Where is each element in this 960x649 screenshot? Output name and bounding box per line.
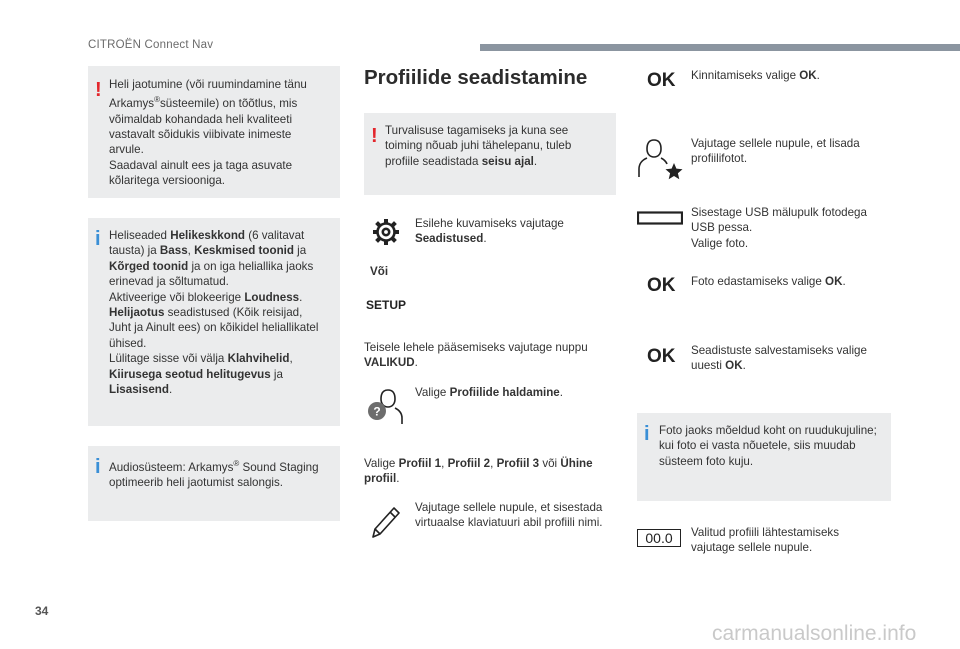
text-line bbox=[691, 358, 891, 373]
note-text bbox=[659, 423, 891, 469]
item-text-confirm bbox=[691, 68, 891, 83]
note-line bbox=[109, 92, 337, 111]
text-span: või bbox=[539, 457, 561, 470]
page-number: 34 bbox=[35, 604, 49, 618]
text-line: Seadistuste salvestamiseks valige bbox=[691, 344, 867, 357]
gear-icon bbox=[371, 217, 401, 247]
text-span: ja on iga heliallika jaoks bbox=[188, 259, 314, 273]
text-bold: Kiirusega seotud helitugevus bbox=[109, 367, 271, 381]
text-span: profiile seadistada bbox=[385, 154, 482, 168]
text-line bbox=[364, 471, 616, 486]
text-line: vajutage sellele nupule. bbox=[691, 541, 813, 555]
text-bold: Profiil 1 bbox=[398, 457, 442, 470]
text-line bbox=[691, 274, 891, 289]
text-span: Arkamys bbox=[109, 97, 155, 111]
text-span: , bbox=[490, 457, 497, 470]
text-line bbox=[415, 385, 615, 400]
step-text-manage-profiles bbox=[415, 385, 615, 400]
text-line: Valitud profiili lähtestamiseks bbox=[691, 526, 839, 539]
text-span: . bbox=[816, 69, 820, 82]
text-span: . bbox=[299, 290, 303, 304]
registered-mark: ® bbox=[233, 459, 240, 468]
note-line: kui foto ei vasta nõuetele, siis muudab bbox=[659, 439, 856, 453]
text-line: Sisestage USB mälupulk fotodega bbox=[691, 206, 867, 219]
text-span: Lülitage sisse või välja bbox=[109, 352, 228, 366]
text-bold: Profiil 2 bbox=[447, 457, 491, 470]
note-line: vastavalt sõidukis viibivate inimeste bbox=[109, 128, 292, 142]
text-span: ja bbox=[293, 244, 307, 258]
watermark: carmanualsonline.info bbox=[712, 622, 917, 645]
text-span: . bbox=[559, 386, 563, 399]
note-line bbox=[109, 259, 337, 274]
note-line: kõlaritega versiooniga. bbox=[109, 174, 226, 188]
note-line bbox=[109, 228, 337, 243]
text-bold: Profiil 3 bbox=[496, 457, 540, 470]
note-text bbox=[109, 228, 337, 397]
text-span: . bbox=[483, 232, 487, 246]
note-line: Foto jaoks mõeldud koht on ruudukujuline; bbox=[659, 424, 877, 437]
note-line: Heli jaotumine (või ruumindamine tänu bbox=[109, 78, 307, 91]
note-text bbox=[109, 456, 337, 491]
text-span: . bbox=[842, 275, 846, 288]
warning-mark-icon: ! bbox=[371, 125, 378, 147]
text-line: USB pessa. bbox=[691, 221, 753, 235]
note-box-info-photo bbox=[637, 413, 891, 501]
info-mark-icon: i bbox=[95, 228, 101, 250]
text-span: süsteemile) on tõõtlus, mis bbox=[160, 97, 298, 111]
text-span: Audiosüsteem: Arkamys bbox=[109, 460, 234, 474]
text-bold: Bass bbox=[159, 244, 188, 258]
info-mark-icon: i bbox=[644, 423, 650, 445]
text-span: . bbox=[168, 383, 173, 397]
text-bold: OK bbox=[799, 69, 817, 82]
text-span: Valige bbox=[364, 457, 399, 470]
item-text-transfer bbox=[691, 274, 891, 289]
item-text-save bbox=[691, 343, 891, 374]
pencil-icon bbox=[368, 504, 402, 540]
note-line: arvule. bbox=[109, 143, 144, 157]
note-line bbox=[109, 367, 337, 382]
note-line bbox=[385, 154, 613, 169]
note-line bbox=[109, 351, 337, 366]
note-line: toiming nõuab juhi tähelepanu, tuleb bbox=[385, 139, 572, 153]
manual-title: CITROËN Connect Nav bbox=[88, 39, 214, 51]
text-span: (6 valitavat bbox=[244, 229, 305, 242]
note-line bbox=[109, 243, 337, 258]
item-text-usb bbox=[691, 205, 891, 251]
header-bar bbox=[480, 44, 960, 51]
note-line: optimeerib heli jaotumist salongis. bbox=[109, 476, 283, 490]
step-text-settings bbox=[415, 216, 615, 247]
text-span: ja bbox=[270, 367, 283, 381]
item-text-reset bbox=[691, 525, 891, 556]
text-line: profiilifotot. bbox=[691, 152, 748, 166]
text-bold: OK bbox=[725, 359, 743, 373]
ok-button-label: OK bbox=[647, 275, 676, 296]
text-line: virtuaalse klaviatuuri abil profiili nimi. bbox=[415, 516, 603, 530]
or-label: Või bbox=[370, 265, 389, 278]
text-span: . bbox=[533, 154, 538, 168]
text-bold: Helikeskkond bbox=[170, 229, 245, 242]
text-line: Vajutage sellele nupule, et lisada bbox=[691, 137, 860, 150]
note-line bbox=[109, 290, 337, 305]
svg-text:?: ? bbox=[373, 404, 381, 419]
text-span: uuesti bbox=[691, 359, 726, 373]
text-span: Aktiveerige või blokeerige bbox=[109, 290, 245, 304]
text-line bbox=[691, 68, 891, 83]
text-bold: profiil bbox=[364, 472, 397, 486]
text-bold: OK bbox=[825, 275, 843, 288]
profile-question-icon bbox=[366, 384, 408, 426]
text-line: Esilehe kuvamiseks vajutage bbox=[415, 217, 564, 230]
note-text bbox=[385, 123, 613, 169]
text-bold: Ühine bbox=[560, 457, 593, 470]
text-span: Kinnitamiseks valige bbox=[691, 69, 800, 82]
usb-slot-icon bbox=[637, 211, 683, 225]
item-text-add-photo bbox=[691, 136, 891, 167]
note-box-info-arkamys bbox=[88, 446, 340, 521]
note-box-warning-sound bbox=[88, 66, 340, 198]
note-line: Juht ja Ainult ees) on kõikidel heliallikatel bbox=[109, 321, 319, 335]
text-bold: Profiilide haldamine bbox=[449, 386, 560, 399]
text-span: Valige bbox=[415, 386, 450, 399]
registered-mark: ® bbox=[154, 95, 160, 105]
note-line: erinevad ja sõltumatud. bbox=[109, 275, 229, 289]
text-line: Valige foto. bbox=[691, 236, 749, 250]
text-line: Teisele lehele pääsemiseks vajutage nuppu bbox=[364, 341, 588, 354]
text-span: , bbox=[289, 352, 293, 366]
note-box-warning-safety bbox=[364, 113, 616, 195]
text-bold: Lisasisend bbox=[109, 383, 169, 397]
note-line: Saadaval ainult ees ja taga asuvate bbox=[109, 158, 293, 172]
text-bold: Keskmised toonid bbox=[194, 244, 294, 258]
note-line bbox=[109, 305, 337, 320]
text-span: , bbox=[441, 457, 448, 470]
text-span: . bbox=[742, 359, 746, 373]
step-text-name bbox=[415, 500, 620, 531]
text-span: , bbox=[187, 244, 195, 258]
text-bold: Seadistused bbox=[415, 232, 484, 246]
text-bold: Helijaotus bbox=[109, 306, 165, 320]
text-span: seadistused (Kõik reisijad, bbox=[164, 306, 303, 320]
info-mark-icon: i bbox=[95, 456, 101, 478]
note-line bbox=[109, 382, 337, 397]
text-bold: Loudness bbox=[244, 290, 300, 304]
text-span: Sound Staging bbox=[239, 460, 319, 474]
text-bold: seisu ajal bbox=[481, 154, 534, 168]
text-span: . bbox=[396, 472, 400, 486]
text-span: Heliseaded bbox=[109, 229, 171, 242]
text-span: Foto edastamiseks valige bbox=[691, 275, 826, 288]
note-line: süsteem foto kuju. bbox=[659, 454, 754, 468]
paragraph-options bbox=[364, 340, 616, 371]
note-line: ühised. bbox=[109, 336, 147, 350]
text-span: tausta) ja bbox=[109, 244, 160, 258]
reset-button-label: 00.0 bbox=[637, 529, 681, 547]
note-line: võimaldab kohandada heli kvaliteeti bbox=[109, 112, 293, 126]
paragraph-select-profile bbox=[364, 456, 616, 487]
section-heading: Profiilide seadistamine bbox=[364, 66, 588, 89]
note-line: Turvalisuse tagamiseks ja kuna see bbox=[385, 124, 569, 137]
note-text bbox=[109, 77, 337, 189]
note-box-info-sound-settings bbox=[88, 218, 340, 426]
ok-button-label: OK bbox=[647, 346, 676, 367]
text-line bbox=[364, 456, 616, 471]
text-bold: VALIKUD bbox=[364, 356, 415, 370]
note-line bbox=[109, 456, 337, 475]
setup-button-label: SETUP bbox=[366, 298, 407, 312]
text-bold: Klahvihelid bbox=[227, 352, 290, 366]
text-line: Vajutage sellele nupule, et sisestada bbox=[415, 501, 603, 514]
profile-star-icon bbox=[636, 136, 684, 180]
ok-button-label: OK bbox=[647, 70, 676, 91]
text-line bbox=[364, 355, 616, 370]
warning-mark-icon: ! bbox=[95, 79, 102, 101]
text-line bbox=[415, 231, 615, 246]
text-span: . bbox=[414, 356, 418, 370]
text-bold: Kõrged toonid bbox=[109, 259, 189, 273]
